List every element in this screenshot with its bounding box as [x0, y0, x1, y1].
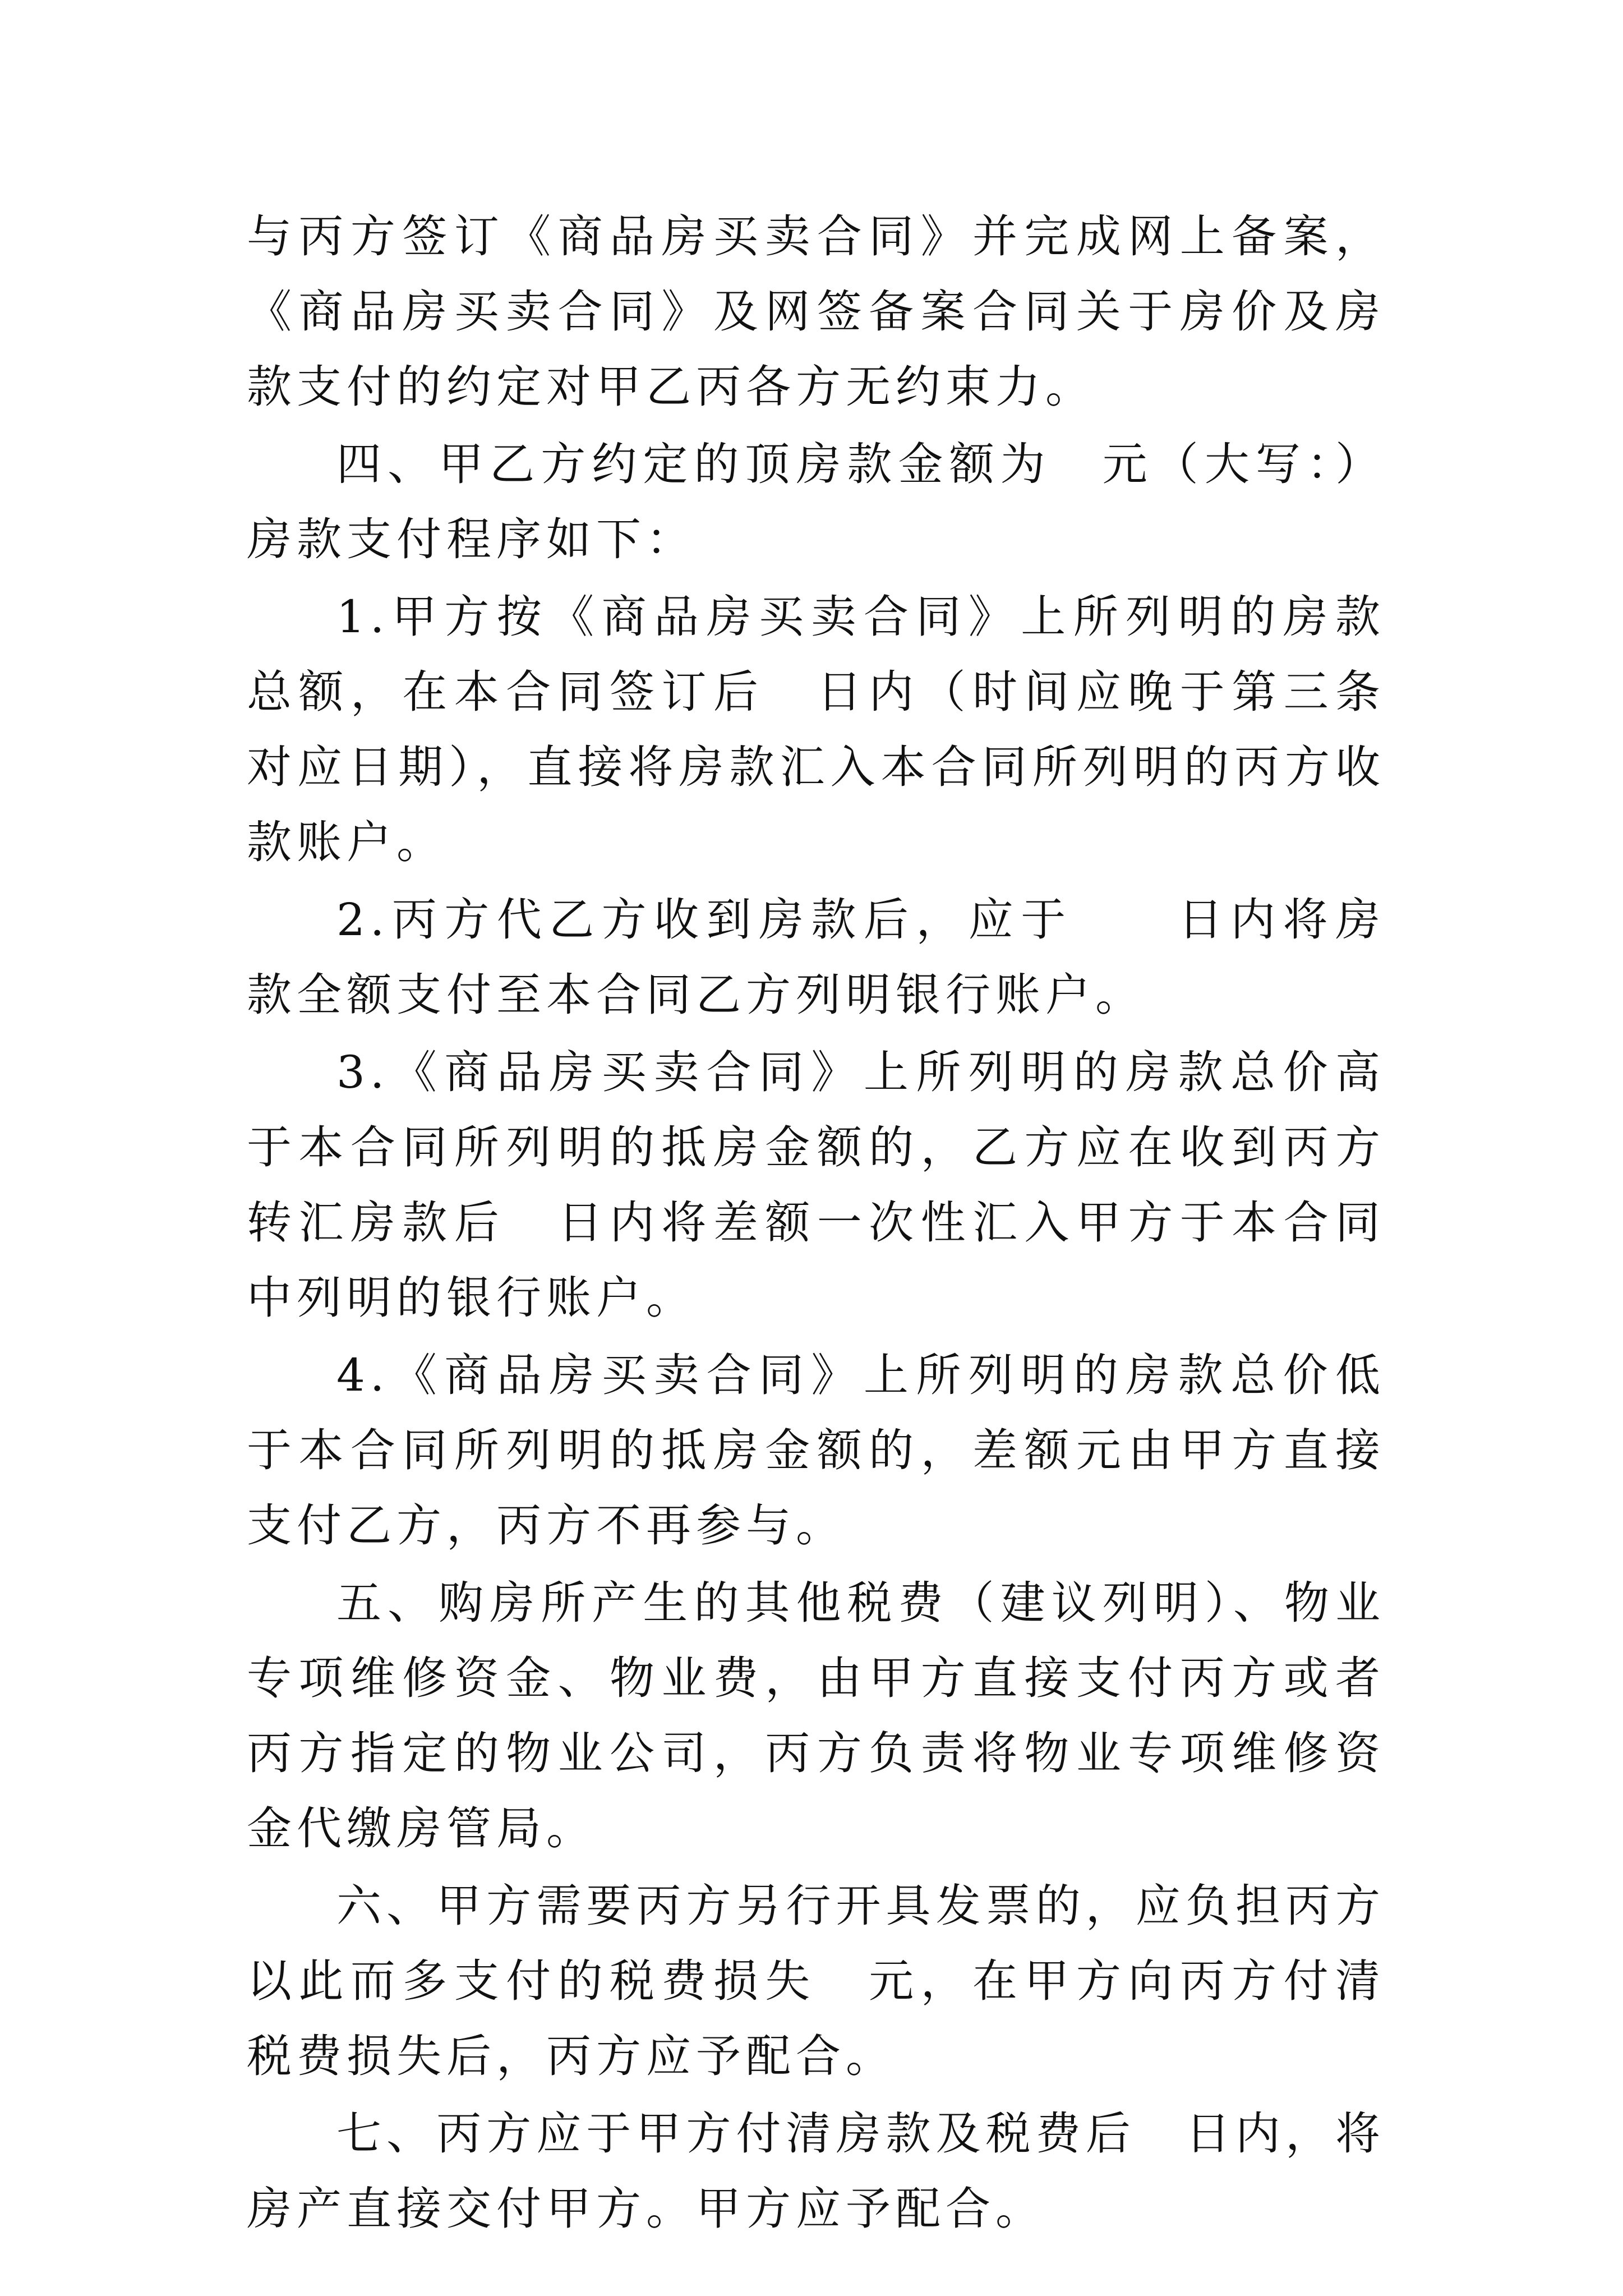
- contract-body: [247, 199, 1385, 2249]
- paragraph-clause-4-2: 2.丙方代乙方收到房款后，应于 日内将房款全额支付至本合同乙方列明银行账户。: [247, 894, 1385, 1021]
- paragraph-clause-4-1: 1.甲方按《商品房买卖合同》上所列明的房款总额，在本合同签订后 日内（时间应晚于第三条对应日期），直接将房款汇入本合同所列明的丙方收款账户。: [247, 591, 1385, 868]
- paragraph-clause-4-4: 4.《商品房买卖合同》上所列明的房款总价低于本合同所列明的抵房金额的，差额元由甲方直接支付乙方，丙方不再参与。: [247, 1349, 1385, 1552]
- paragraph-clause-4-3: 3.《商品房买卖合同》上所列明的房款总价高于本合同所列明的抵房金额的，乙方应在收到丙方转汇房款后 日内将差额一次性汇入甲方于本合同中列明的银行账户。: [247, 1046, 1385, 1324]
- paragraph-clause-6: 六、甲方需要丙方另行开具发票的，应负担丙方以此而多支付的税费损失 元，在甲方向丙方付清税费损失后，丙方应予配合。: [247, 1880, 1385, 2082]
- paragraph-clause-7: 七、丙方应于甲方付清房款及税费后 日内，将房产直接交付甲方。甲方应予配合。: [247, 2108, 1385, 2235]
- paragraph-continuation: 与丙方签订《商品房买卖合同》并完成网上备案，《商品房买卖合同》及网签备案合同关于房价及房款支付的约定对甲乙丙各方无约束力。: [247, 210, 1385, 413]
- paragraph-clause-4: 四、甲乙方约定的顶房款金额为 元（大写：）房款支付程序如下：: [247, 438, 1385, 565]
- paragraph-clause-5: 五、购房所产生的其他税费（建议列明）、物业专项维修资金、物业费，由甲方直接支付丙方或者丙方指定的物业公司，丙方负责将物业专项维修资金代缴房管局。: [247, 1577, 1385, 1855]
